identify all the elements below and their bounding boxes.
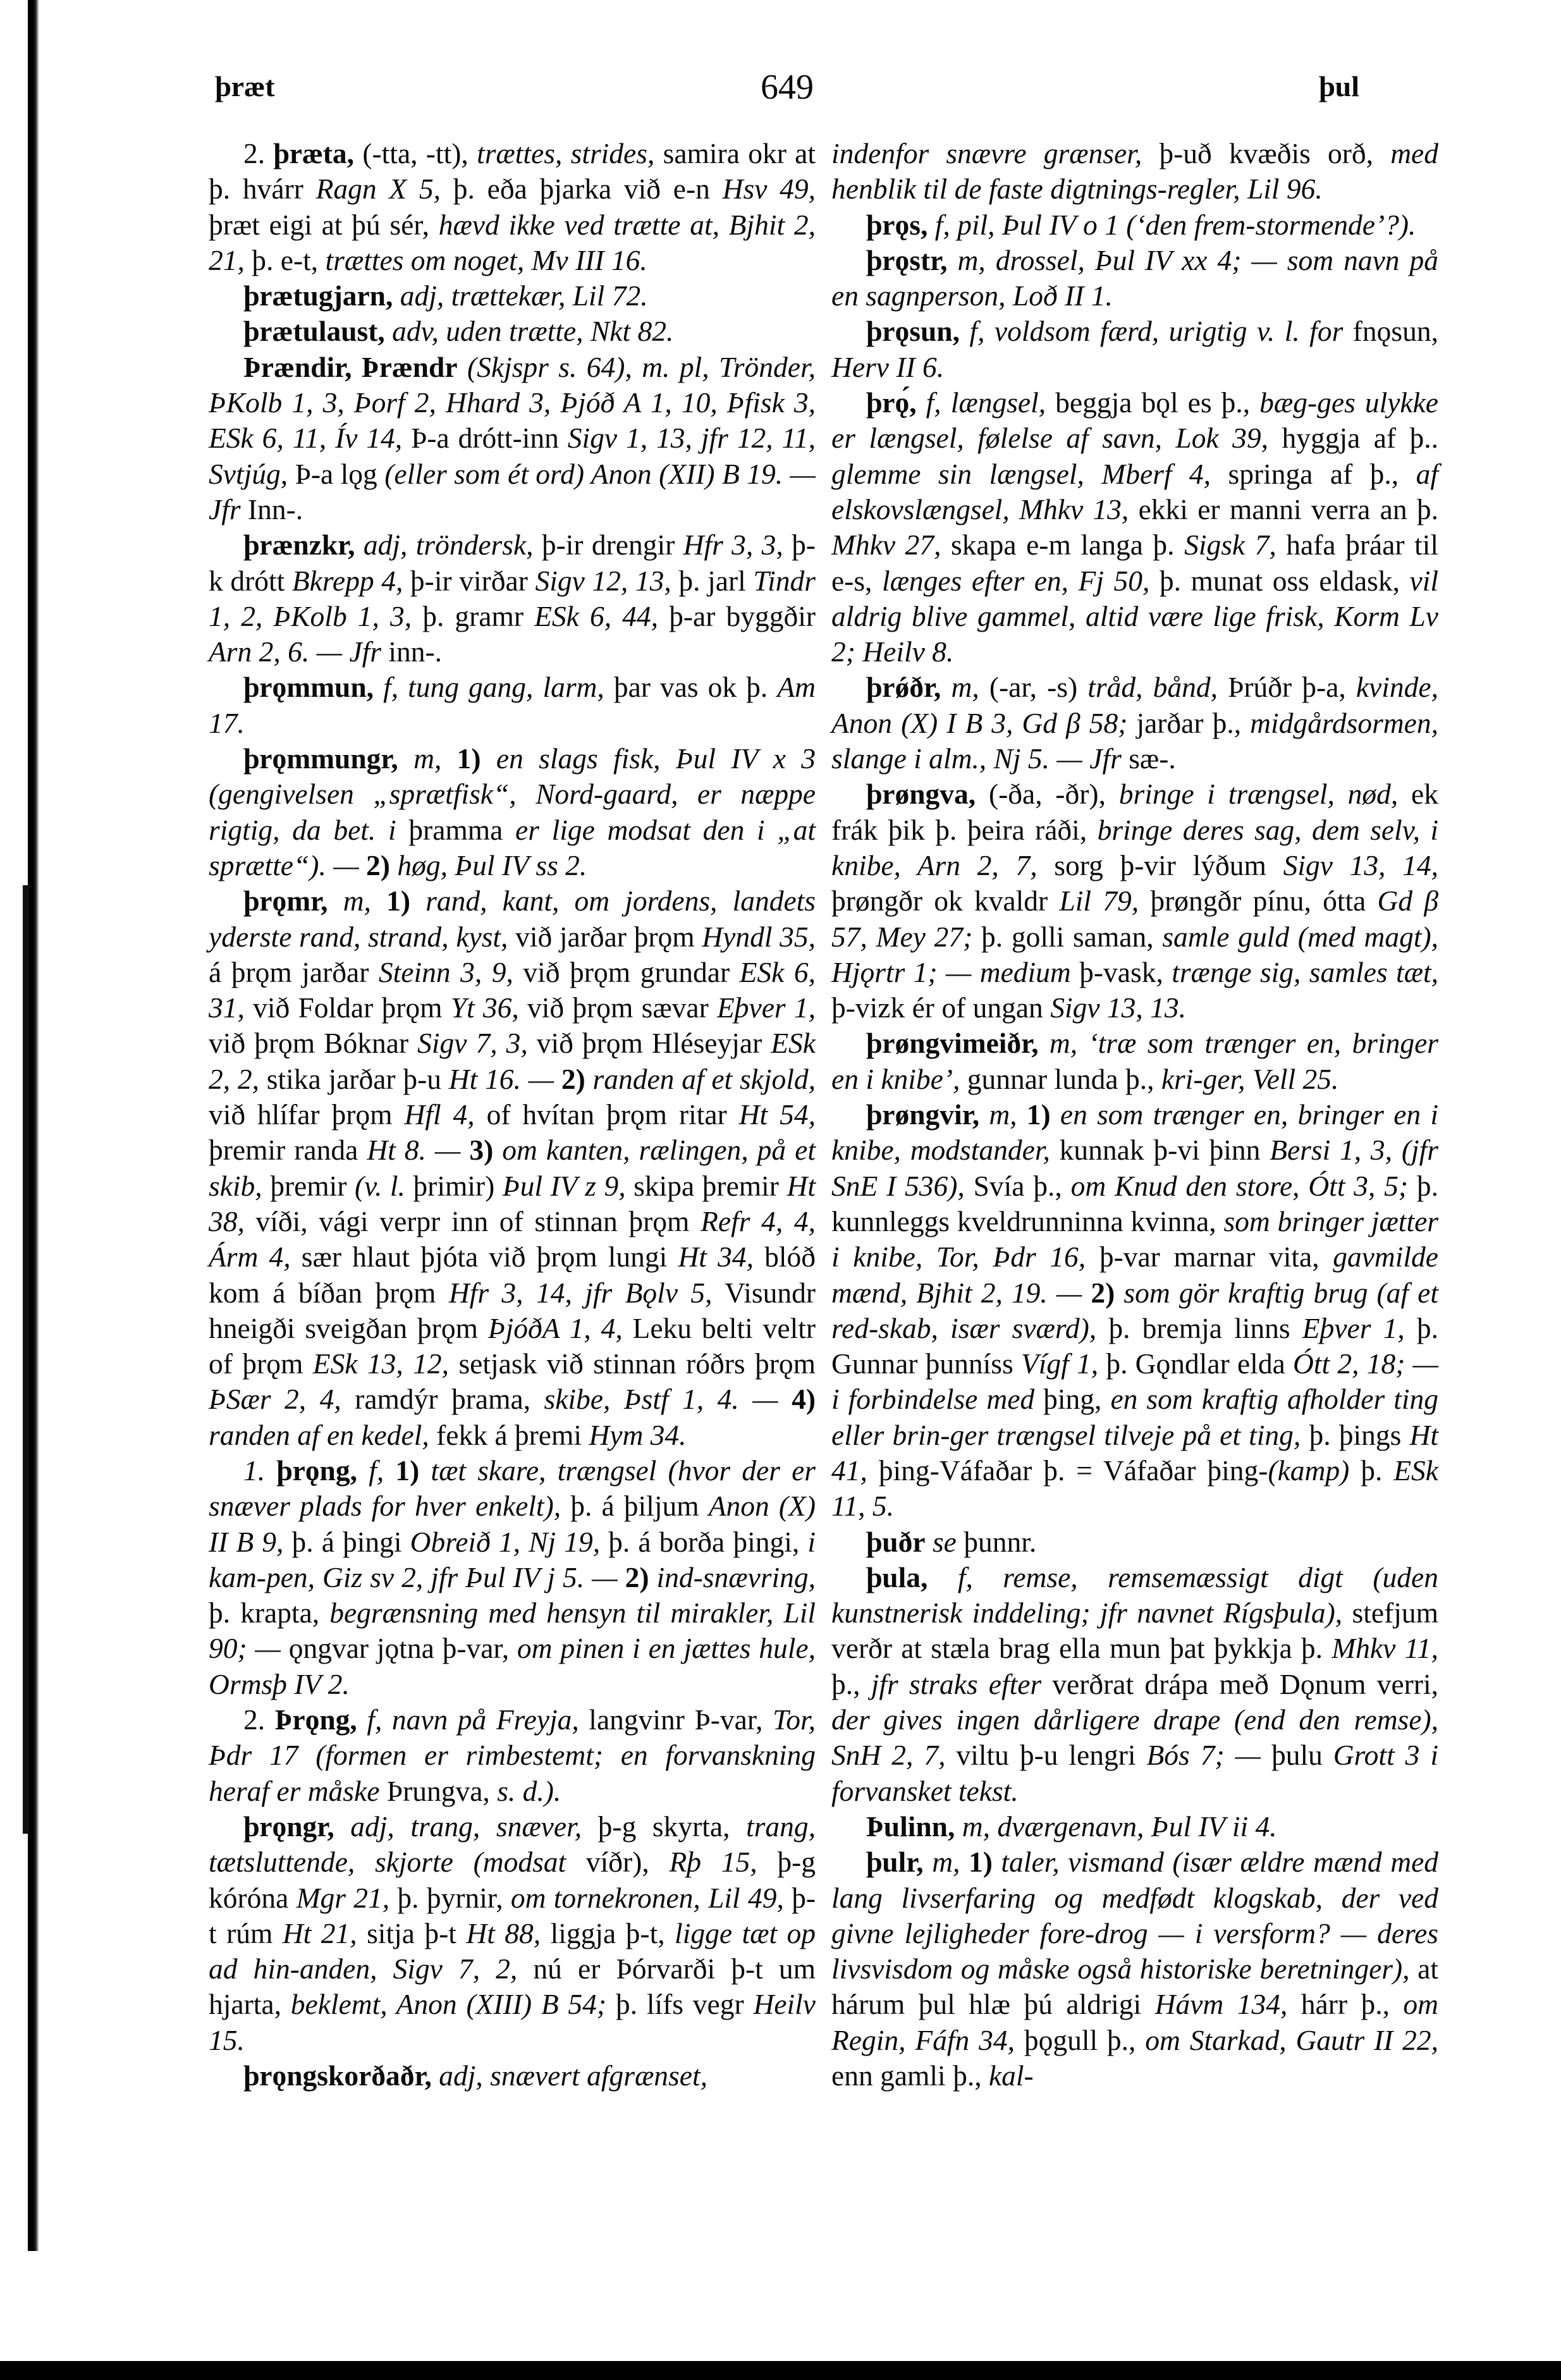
gloss-or-citation: Bós 7; —	[1146, 1739, 1261, 1772]
page-number: 649	[761, 68, 814, 107]
gloss-or-citation: randen af et skjold,	[592, 1062, 816, 1095]
gloss-or-citation: Ht 21,	[282, 1917, 357, 1949]
quotation-text: þ. þings	[1301, 1418, 1410, 1451]
gloss-or-citation: indenfor snævre grænser,	[831, 137, 1142, 169]
sense-number: 2)	[617, 1561, 657, 1593]
quotation-text: ǫngvar jǫtna þ-var,	[280, 1632, 517, 1665]
gloss-or-citation: tæt skare, trængsel (hvor der er snæver plads for hver enkelt),	[209, 1454, 816, 1523]
quotation-text: (-ða, -ðr),	[976, 778, 1119, 811]
gloss-or-citation: m, drossel, Þul IV xx 4; — som navn på en sagnperson, Loð II 1.	[831, 243, 1438, 312]
quotation-text: þremir randa	[209, 1134, 367, 1167]
left-guide-word: þræt	[215, 70, 275, 102]
dictionary-entry-praendir	[209, 350, 816, 527]
quotation-text: nú er Þórvarði þ-t um hjarta,	[209, 1953, 816, 2021]
gloss-or-citation: Sigv 1, 13, jfr 12, 11, Svtjúg,	[209, 422, 816, 490]
quotation-text: þ-g kóróna	[209, 1846, 816, 1914]
gloss-or-citation: Mhkv 11,	[1331, 1632, 1439, 1665]
headword: þrǫstr,	[866, 243, 948, 276]
gloss-or-citation: bringe deres sag, dem selv, i knibe, Arn 2, 7,	[831, 813, 1439, 881]
quotation-text: fekk á þremi	[429, 1418, 589, 1451]
quotation-text: þ. á þingi	[283, 1525, 410, 1558]
gloss-or-citation: Hfr 3, 3,	[683, 529, 783, 561]
gloss-or-citation: f, pil, Þul IV o 1 (‘den frem-stormende’?).	[927, 208, 1416, 241]
gloss-or-citation: Refr 4, 4, Árm 4,	[209, 1205, 816, 1273]
headword: þulr,	[866, 1846, 924, 1879]
gloss-or-citation: Sigv 7, 3,	[417, 1027, 528, 1060]
gloss-or-citation: i kam-pen, Giz sv 2, jfr Þul IV j 5. —	[209, 1525, 816, 1593]
quotation-text: þǫgull þ.,	[1014, 2023, 1146, 2056]
quotation-text: þ. lífs vegr	[606, 1988, 754, 2021]
scan-bottom-edge	[0, 2361, 1561, 2380]
quotation-text: þ.	[1349, 1454, 1394, 1487]
dictionary-entry-prong2	[209, 1702, 816, 1809]
gloss-or-citation: om tornekronen, Lil 49,	[510, 1881, 784, 1914]
gloss-or-citation: f, tung gang, larm,	[374, 671, 604, 704]
dictionary-entry-prongvir	[831, 1097, 1438, 1524]
gloss-or-citation: Ragn X 5,	[315, 173, 441, 205]
gloss-or-citation: som bringer jætter i knibe, Tor, Þdr 16,	[831, 1205, 1438, 1273]
quotation-text: hafa þráar til e-s,	[831, 529, 1438, 597]
sense-number: 1)	[456, 742, 496, 775]
gloss-or-citation: trang, tætsluttende, skjorte (modsat	[209, 1810, 816, 1879]
gloss-or-citation: tråd, bånd,	[1087, 671, 1218, 704]
gloss-or-citation: Hfl 4,	[404, 1098, 475, 1131]
headword: þrætugjarn,	[243, 279, 393, 312]
gloss-or-citation: (eller som ét ord) Anon (XII) B 19. — Jfr	[209, 457, 816, 525]
headword: þrøngvir,	[866, 1098, 980, 1131]
quotation-text: þ-k drótt	[209, 529, 816, 597]
quotation-text: þrøngðr ok kvaldr	[831, 885, 1060, 917]
gloss-or-citation: Yt 36,	[450, 991, 519, 1024]
gloss-or-citation: (kamp)	[1268, 1454, 1350, 1487]
gloss-or-citation: s. d.).	[497, 1774, 561, 1807]
headword: Þulinn,	[866, 1810, 955, 1843]
sense-number: 2)	[554, 1062, 593, 1095]
headword: þrǫmmun,	[243, 671, 374, 704]
headword: þrænzkr,	[243, 529, 355, 561]
gloss-or-citation: der gives ingen dårligere drape (end den remse), SnH 2, 7,	[831, 1703, 1438, 1772]
gloss-or-citation: randen af en kedel,	[209, 1418, 429, 1451]
gloss-or-citation: Ht 16. —	[448, 1062, 554, 1095]
quotation-text: þ. krapta,	[209, 1597, 330, 1629]
quotation-text: fnǫsun,	[1343, 315, 1438, 348]
quotation-text: Þrúðr þ-a,	[1217, 671, 1356, 704]
gloss-or-citation: Bkrepp 4,	[291, 564, 403, 597]
gloss-or-citation: en som trænger en, bringer en i knibe, modstander,	[831, 1098, 1439, 1167]
gloss-or-citation: Eþver 1,	[717, 991, 816, 1024]
quotation-text: þ-vask,	[1070, 955, 1172, 988]
left-column	[209, 136, 816, 2094]
dictionary-entry-prommungr	[209, 741, 816, 883]
gloss-or-citation: trættes, strides,	[477, 137, 655, 169]
gloss-or-citation: bringe i trængsel, nød,	[1118, 778, 1399, 811]
gloss-or-citation: vil aldrig blive gammel, altid være lige frisk, Korm Lv 2; Heilv 8.	[831, 564, 1438, 668]
quotation-text: 2.	[243, 137, 274, 169]
quotation-text: við þrǫm grundar	[513, 955, 740, 988]
gloss-or-citation: kvinde, Anon (X) I B 3, Gd β 58;	[831, 671, 1438, 739]
gloss-or-citation: Lil 79,	[1059, 885, 1139, 917]
gloss-or-citation: trænge sig, samles tæt,	[1172, 955, 1439, 988]
gloss-or-citation: Sigv 12, 13,	[535, 564, 671, 597]
quotation-text: Svía þ.,	[964, 1169, 1071, 1202]
quotation-text: jarðar þ.,	[1127, 706, 1251, 739]
dictionary-entry-prongr	[209, 1809, 816, 2058]
gloss-or-citation: samle guld (med magt), Hjǫrtr 1; — medium	[831, 920, 1438, 988]
gloss-or-citation: taler, vismand (især ældre mænd med lang livserfaring og medfødt klogskab, der ved givne lejligheder fore-drog — i versform? — deres livsvisdom og måske også historiske beretninger),	[831, 1846, 1439, 1985]
headword: þuðr	[866, 1525, 926, 1558]
gloss-or-citation: om Regin, Fáfn 34,	[831, 1988, 1439, 2056]
quotation-text: þ-t rúm	[209, 1881, 816, 1949]
gloss-or-citation: ind-snævring,	[656, 1561, 816, 1593]
dictionary-entry-pudr	[831, 1524, 1438, 1560]
quotation-text: við þrǫm Hléseyjar	[527, 1027, 771, 1060]
gloss-or-citation: Grott 3 i forvansket tekst.	[831, 1739, 1438, 1807]
quotation-text: beggja bǫl es þ.,	[1046, 386, 1260, 419]
quotation-text: langvinr Þ-var,	[578, 1703, 773, 1736]
quotation-text: þ. kunnleggs kveldrunninna kvinna,	[831, 1169, 1438, 1237]
gloss-or-citation: Ht 54,	[738, 1098, 816, 1131]
quotation-text: þ-ar byggðir	[658, 599, 816, 632]
quotation-text: verðrat drápa með Dǫnum verri,	[1041, 1667, 1439, 1700]
gloss-or-citation: Mhkv 27,	[831, 529, 941, 561]
gloss-or-citation: er lige modsat den i „at sprætte“). —	[209, 813, 816, 881]
page-header	[215, 70, 1359, 120]
quotation-text: sæ-.	[1121, 742, 1176, 775]
gloss-or-citation: bæg-ges ulykke er længsel, følelse af savn, Lok 39,	[831, 386, 1438, 455]
gloss-or-citation: længes efter en, Fj 50,	[881, 564, 1150, 597]
gloss-or-citation: adj, trang, snæver,	[334, 1810, 582, 1843]
quotation-text: skapa e-m langa þ.	[941, 529, 1185, 561]
gloss-or-citation: om Starkad, Gautr II 22,	[1145, 2023, 1438, 2056]
gloss-or-citation: Anon (X) II B 9,	[209, 1490, 816, 1558]
dictionary-entry-pulinn	[831, 1809, 1438, 1844]
quotation-text: (-ar, -s)	[979, 671, 1088, 704]
headword: þrætulaust,	[243, 315, 385, 348]
quotation-text: þrøngðr pínu, ótta	[1139, 885, 1378, 917]
quotation-text: ramdýr þrama,	[341, 1383, 544, 1416]
quotation-text: setjask við stinnan róðrs þrǫm	[449, 1347, 816, 1380]
quotation-text: of hvítan þrǫm ritar	[474, 1098, 739, 1131]
gloss-or-citation: f, navn på Freyja,	[357, 1703, 579, 1736]
gloss-or-citation: Tindr 1, 2, ÞKolb 1, 3,	[209, 564, 816, 632]
gloss-or-citation: om pinen i en jættes hule, Ormsþ IV 2.	[209, 1632, 816, 1700]
dictionary-entry-praeta	[209, 136, 816, 278]
gloss-or-citation: Hfr 3, 14, jfr Bǫlv 5,	[448, 1276, 713, 1309]
gloss-or-citation: Ht 41,	[831, 1418, 1438, 1487]
gloss-or-citation: (v. l.	[355, 1169, 405, 1202]
gloss-or-citation: af elskovslængsel, Mhkv 13,	[831, 457, 1438, 525]
quotation-text: hárr þ.,	[1287, 1988, 1404, 2021]
gloss-or-citation: ÞSær 2, 4,	[209, 1383, 341, 1416]
gloss-or-citation: f, længsel,	[916, 386, 1046, 419]
quotation-text: þræt eigi at þú sér,	[209, 208, 439, 241]
gloss-or-citation: rand, kant, om jordens, landets yderste rand, strand, kyst,	[209, 885, 816, 953]
headword: þrǫ́,	[866, 386, 917, 419]
quotation-text: skipa þremir	[625, 1169, 787, 1202]
gloss-or-citation: en slags fisk, Þul IV x 3 (gengivelsen „sprætfisk“, Nord-gaard, er næppe rigtig, da bet. i	[209, 742, 816, 846]
headword: Þrǫng,	[274, 1703, 357, 1736]
quotation-text: þ-ir drengir	[533, 529, 683, 561]
dictionary-entry-praenzkr	[209, 527, 816, 670]
gloss-or-citation: ESk 13, 12,	[312, 1347, 450, 1380]
quotation-text: þulu	[1261, 1739, 1333, 1772]
quotation-text: þrimir)	[405, 1169, 503, 1202]
gloss-or-citation: m,	[923, 1846, 969, 1879]
quotation-text: þ-vizk ér of ungan	[831, 991, 1051, 1024]
headword: þrǫmr,	[243, 885, 328, 917]
gloss-or-citation: Obreið 1, Nj 19,	[410, 1525, 601, 1558]
quotation-text: liggja þ-t,	[541, 1917, 675, 1949]
quotation-text: kunnak þ-vi þinn	[1050, 1134, 1270, 1167]
gloss-or-citation: ligge tæt op ad hin-anden, Sigv 7, 2,	[209, 1917, 816, 1985]
gloss-or-citation: f,	[357, 1454, 396, 1487]
dictionary-entry-prongva	[831, 776, 1438, 1026]
dictionary-entry-prongskordadr	[209, 2058, 816, 2094]
quotation-text: 2.	[243, 1703, 275, 1736]
dictionary-entry-pulr	[831, 1844, 1438, 2094]
quotation-text: ek frák þik þ. þeira ráði,	[831, 778, 1438, 846]
right-guide-word: þul	[1319, 70, 1359, 102]
gloss-or-citation: Bersi 1, 3, (jfr SnE I 536),	[831, 1134, 1438, 1202]
gloss-or-citation: om kanten, rælingen, på et skib,	[209, 1134, 816, 1202]
gloss-or-citation: ESk 2, 2,	[209, 1027, 816, 1095]
sense-number: 4)	[778, 1383, 816, 1416]
gloss-or-citation: (Skjspr s. 64), m. pl, Trönder, ÞKolb 1, 3, Þorf 2, Hhard 3, Þjóð A 1, 10, Þfisk 3, ESk 6, 11, Ív 14,	[209, 350, 816, 455]
gloss-or-citation: f, voldsom færd, urigtig v. l. for	[959, 315, 1344, 348]
gloss-or-citation: Ht 8. —	[367, 1134, 461, 1167]
gloss-or-citation: gavmilde mænd, Bjhit 2, 19. —	[831, 1241, 1439, 1309]
quotation-text: þ. jarl	[671, 564, 754, 597]
gloss-or-citation: Gd β 57, Mey 27;	[831, 885, 1438, 953]
sense-number: 1)	[1026, 1098, 1060, 1131]
quotation-text: á þrǫm jarðar	[209, 955, 379, 988]
gloss-or-citation: adv, uden trætte, Nkt 82.	[384, 315, 674, 348]
quotation-text: enn gamli þ.,	[831, 2059, 989, 2092]
quotation-text: þ. á borða þingi,	[600, 1525, 808, 1558]
quotation-text: þ. golli saman,	[972, 920, 1163, 953]
gloss-or-citation: med henblik til de faste digtnings-regler, Lil 96.	[831, 137, 1438, 205]
gloss-or-citation: Sigv 13, 14,	[1283, 849, 1438, 881]
quotation-text: þing,	[1034, 1383, 1111, 1416]
quotation-text: þ.,	[831, 1667, 871, 1700]
scan-binding-edge	[28, 0, 39, 2251]
gloss-or-citation: m,	[398, 742, 457, 775]
gloss-or-citation: m,	[328, 885, 387, 917]
dictionary-entry-praetulaust	[209, 314, 816, 349]
gloss-or-citation: Steinn 3, 9,	[378, 955, 513, 988]
quotation-text: þremir	[262, 1169, 355, 1202]
quotation-text: þ. bremja linns	[1096, 1311, 1302, 1344]
quotation-text: þunnr.	[956, 1525, 1037, 1558]
headword: Þrændir, Þrændr	[243, 350, 458, 383]
headword: þrǫs,	[866, 208, 928, 241]
quotation-text: þ. gramr	[412, 599, 535, 632]
gloss-or-citation: Sigv 13, 13.	[1050, 991, 1187, 1024]
quotation-text: blóð kom á bíðan þrǫm	[209, 1241, 816, 1309]
dictionary-entry-promr	[209, 883, 816, 1453]
gloss-or-citation: kal-	[988, 2059, 1034, 2092]
gloss-or-citation: hævd ikke ved trætte at, Bjhit 2, 21,	[209, 208, 816, 276]
gloss-or-citation: midgårdsormen, slange i alm., Nj 5. — Jfr	[831, 706, 1438, 775]
quotation-text: gunnar lunda þ.,	[960, 1062, 1161, 1095]
quotation-text: springa af þ.,	[1211, 457, 1416, 490]
quotation-text: þ. Gunnar þunníss	[831, 1311, 1439, 1380]
gloss-or-citation: m, dværgenavn, Þul IV ii 4.	[955, 1810, 1277, 1843]
quotation-text: þramma	[396, 813, 516, 846]
quotation-text: sorg þ-vir lýðum	[1037, 849, 1283, 881]
gloss-or-citation: Rþ 15,	[669, 1846, 757, 1879]
gloss-or-citation: Vígf 1,	[1020, 1347, 1099, 1380]
scan-binding-shadow	[23, 885, 29, 1834]
quotation-text: þing-Váfaðar þ. = Váfaðar þing-	[867, 1454, 1268, 1487]
headword: þrǫngskorðaðr,	[243, 2059, 432, 2092]
dictionary-entry-prong1	[209, 1453, 816, 1702]
dictionary-entry-prostr	[831, 243, 1438, 314]
sense-number: 1)	[395, 1454, 431, 1487]
quotation-text: stefjum verðr at stæla brag ella mun þat þykkja þ.	[831, 1597, 1438, 1665]
quotation-text: at hárum þul hlæ þú aldrigi	[831, 1953, 1438, 2021]
gloss-or-citation: begrænsning med hensyn til mirakler, Lil 90; —	[209, 1597, 816, 1665]
quotation-text: við hlífar þrǫm	[209, 1098, 405, 1131]
dictionary-entry-pro	[831, 385, 1438, 670]
headword: þrǫng,	[276, 1454, 357, 1487]
quotation-text: Þ-a drótt-inn	[402, 422, 568, 455]
headword: þrøngva,	[866, 778, 976, 811]
sense-number: 1)	[968, 1846, 1001, 1879]
quotation-text: þ. munat oss eldask,	[1149, 564, 1410, 597]
gloss-or-citation: Sigsk 7,	[1184, 529, 1276, 561]
quotation-text: sitja þ-t	[357, 1917, 467, 1949]
gloss-or-citation: høg, Þul IV ss 2.	[397, 849, 587, 881]
gloss-or-citation: Am 17.	[209, 671, 816, 739]
headword: þrǫmmungr,	[243, 742, 398, 775]
quotation-text: þ. þyrnir,	[389, 1881, 511, 1914]
gloss-or-citation: ESk 6, 44,	[534, 599, 659, 632]
gloss-or-citation: ESk 6, 31,	[209, 955, 816, 1024]
gloss-or-citation: m,	[941, 671, 979, 704]
quotation-text: þ-ir virðar	[403, 564, 536, 597]
gloss-or-citation: m,	[979, 1098, 1027, 1131]
dictionary-entry-prodr	[831, 670, 1438, 776]
gloss-or-citation: jfr straks efter	[871, 1667, 1042, 1700]
gloss-or-citation: om Knud den store, Ótt 3, 5;	[1070, 1169, 1409, 1202]
quotation-text: Leku belti veltr of þrǫm	[209, 1311, 816, 1380]
gloss-or-citation: Ótt 2, 18; — i forbindelse med	[831, 1347, 1439, 1416]
quotation-text: við þrǫm sævar	[518, 991, 717, 1024]
quotation-text: Inn-.	[240, 493, 303, 525]
gloss-or-citation: beklemt, Anon (XIII) B 54;	[290, 1988, 607, 2021]
gloss-or-citation: 1.	[243, 1454, 277, 1487]
gloss-or-citation: kri-ger, Vell 25.	[1161, 1062, 1339, 1095]
quotation-text: hyggja af þ..	[1268, 422, 1438, 455]
gloss-or-citation: skibe, Þstf 1, 4. —	[544, 1383, 778, 1416]
gloss-or-citation: f, remse, remsemæssigt digt (uden kunstnerisk inddeling; jfr navnet Rígsþula),	[831, 1561, 1438, 1629]
gloss-or-citation: Tor, Þdr 17 (formen er rimbestemt; en forvanskning heraf er måske	[209, 1703, 816, 1807]
right-column	[831, 136, 1438, 2094]
dictionary-entry-prommun	[209, 670, 816, 741]
gloss-or-citation: ÞjóðA 1, 4,	[487, 1311, 623, 1344]
gloss-or-citation: Ht 88,	[466, 1917, 541, 1949]
gloss-or-citation: Hym 34.	[589, 1418, 687, 1451]
sense-number: 2)	[1082, 1276, 1124, 1309]
quotation-text: þ-uð kvæðis orð,	[1142, 137, 1391, 169]
gloss-or-citation: adj, snævert afgrænset,	[431, 2059, 707, 2092]
headword: þula,	[866, 1561, 928, 1593]
headword: þræta,	[273, 137, 355, 169]
headword: þrǫngr,	[243, 1810, 334, 1843]
dictionary-entry-praetugjarn	[209, 278, 816, 314]
gloss-or-citation: Hávm 134,	[1154, 1988, 1288, 2021]
quotation-text: Visundr hneigði sveigðan þrǫm	[209, 1276, 816, 1344]
gloss-or-citation: ESk 11, 5.	[831, 1454, 1438, 1523]
gloss-or-citation: adj, trættekær, Lil 72.	[393, 279, 648, 312]
gloss-or-citation: Þul IV z 9,	[502, 1169, 626, 1202]
gloss-or-citation: en som kraftig afholder ting eller brin-ger trængsel tilveje på et ting,	[831, 1383, 1438, 1451]
gloss-or-citation: Arn 2, 6. — Jfr	[209, 635, 381, 668]
quotation-text: sær hlaut þjóta við þrǫm lungi	[290, 1241, 678, 1273]
dictionary-entry-prongskordadr-cont	[831, 136, 1438, 207]
quotation-text: þar vas ok þ.	[604, 671, 778, 704]
quotation-text: við jarðar þrǫm	[508, 920, 702, 953]
quotation-text: stika jarðar þ-u	[259, 1062, 449, 1095]
dictionary-entry-prosun	[831, 314, 1438, 385]
sense-number: 1)	[386, 885, 426, 917]
quotation-text: víði, vági verpr inn of stinnan þrǫm	[244, 1205, 701, 1237]
gloss-or-citation: Ht 38,	[209, 1169, 816, 1237]
quotation-text: þ. e-t,	[244, 243, 326, 276]
headword: þrøngvimeiðr,	[866, 1027, 1039, 1060]
quotation-text: (-tta, -tt),	[354, 137, 477, 169]
gloss-or-citation: Ht 34,	[678, 1241, 754, 1273]
quotation-text: þ. Gǫndlar elda	[1098, 1347, 1293, 1380]
gloss-or-citation: Eþver 1,	[1302, 1311, 1405, 1344]
gloss-or-citation: glemme sin længsel, Mberf 4,	[831, 457, 1211, 490]
gloss-or-citation: trættes om noget, Mv III 16.	[325, 243, 647, 276]
quotation-text: inn-.	[381, 635, 443, 668]
quotation-text: þ. eða þjarka við e-n	[441, 173, 723, 205]
gloss-or-citation: Hsv 49,	[722, 173, 816, 205]
dictionary-entry-pros	[831, 207, 1438, 243]
quotation-text: Þrungva,	[379, 1774, 498, 1807]
gloss-or-citation: Herv II 6.	[831, 350, 945, 383]
sense-number: 3)	[460, 1134, 503, 1167]
quotation-text: ekki er manni verra an þ.	[1129, 493, 1438, 525]
quotation-text: við þrǫm Bóknar	[209, 1027, 418, 1060]
quotation-text: þ-var marnar vita,	[1086, 1241, 1333, 1273]
gloss-or-citation: som gör kraftig brug (af et red-skab, især sværd),	[831, 1276, 1439, 1344]
headword: þrǿðr,	[866, 671, 941, 704]
gloss-or-citation: m, ‘træ som trænger en, bringer en i knibe’,	[831, 1027, 1438, 1095]
quotation-text: þ. á þiljum	[561, 1490, 709, 1523]
gloss-or-citation: Heilv 15.	[209, 1988, 816, 2056]
dictionary-entry-pula	[831, 1560, 1438, 1809]
quotation-text: þ-g skyrta,	[582, 1810, 747, 1843]
gloss-or-citation: Mgr 21,	[296, 1881, 390, 1914]
quotation-text: samira okr at þ. hvárr	[209, 137, 816, 205]
quotation-text: við Foldar þrǫm	[244, 991, 451, 1024]
headword: þrǫsun,	[866, 315, 960, 348]
quotation-text: Þ-a lǫg	[288, 457, 385, 490]
sense-number: 2)	[358, 849, 398, 881]
gloss-or-citation: Hyndl 35,	[702, 920, 816, 953]
gloss-or-citation: adj, tröndersk,	[355, 529, 534, 561]
dictionary-entry-prongvimeidr	[831, 1026, 1438, 1097]
quotation-text: víðr),	[566, 1846, 670, 1879]
quotation-text: viltu þ-u lengri	[945, 1739, 1147, 1772]
gloss-or-citation: se	[925, 1525, 957, 1558]
